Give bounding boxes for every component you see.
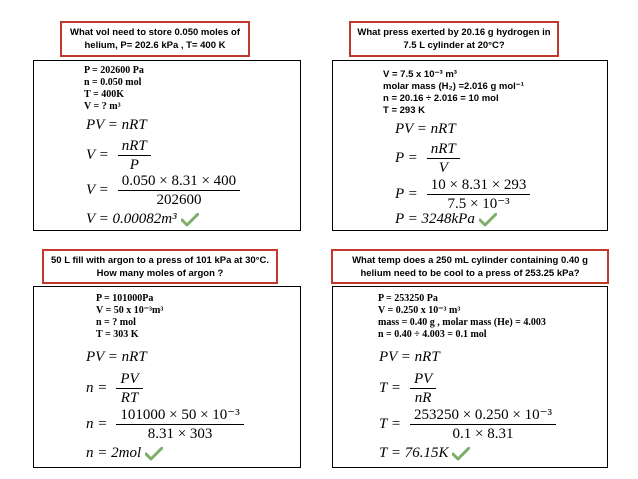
question-2-text: What press exerted by 20.16 g hydrogen in 7.5 L cylinder at 20°C? <box>357 27 551 51</box>
substituted-equation: P = $\frac{10 \times 8.31 \times 293}{\text{7.5 × 10⁻³}}$ <box>395 177 533 212</box>
given-item: P = 202600 Pa <box>84 65 144 76</box>
rearranged-equation: T = $\frac{PV}{nR}$ <box>379 371 439 406</box>
checkmark-icon <box>181 213 199 227</box>
substituted-equation: n = $\frac{\text{101000 × 50 × 10⁻³}}{8.31 \times 303}$ <box>86 407 247 442</box>
given-item: V = 50 x 10⁻³m³ <box>96 305 164 316</box>
checkmark-icon <box>452 447 470 461</box>
given-item: P = 101000Pa <box>96 293 154 304</box>
given-item: n = ? mol <box>96 317 136 328</box>
given-item: T = 293 K <box>383 105 425 116</box>
rearranged-equation: n = $\frac{PV}{RT}$ <box>86 371 146 406</box>
fraction: $\frac{PV}{nR}$ <box>410 371 436 406</box>
fraction: $\frac{0.050 \times 8.31 \times 400}{202600}$ <box>118 173 240 208</box>
solution-2-box <box>332 60 608 231</box>
solution-1-box <box>33 60 301 231</box>
given-item: V = 7.5 x 10⁻³ m³ <box>383 69 457 80</box>
given-list-3 <box>96 293 163 341</box>
question-2 <box>349 21 559 57</box>
given-list-2 <box>383 69 524 117</box>
answer: V = 0.00082m³ <box>86 211 199 228</box>
answer: P = 3248kPa <box>395 211 497 228</box>
solution-4-box <box>332 286 608 468</box>
answer: n = 2mol <box>86 445 163 462</box>
given-item: T = 303 K <box>96 329 139 340</box>
fraction: $\frac{\text{253250 × 0.250 × 10⁻³}}{0.1 \times 8.31}$ <box>410 407 556 442</box>
question-3-text: 50 L fill with argon to a press of 101 kPa at 30°C. How many moles of argon ? <box>51 255 269 279</box>
given-item: T = 400K <box>84 89 124 100</box>
ideal-gas-equation: PV = nRT <box>86 349 147 365</box>
fraction: $\frac{\text{101000 × 50 × 10⁻³}}{8.31 \times 303}$ <box>116 407 243 442</box>
given-item: n = 0.40 ÷ 4.003 = 0.1 mol <box>378 329 487 340</box>
given-item: n = 0.050 mol <box>84 77 142 88</box>
ideal-gas-equation: PV = nRT <box>86 117 147 133</box>
question-1 <box>60 21 250 57</box>
question-4 <box>331 249 609 284</box>
question-1-text: What vol need to store 0.050 moles of helium, P= 202.6 kPa , T= 400 K <box>70 27 240 51</box>
rearranged-equation: V = $\frac{\text{nRT}}{P}$ <box>86 138 154 173</box>
question-4-text: What temp does a 250 mL cylinder containing 0.40 g helium need to be cool to a press of 253.25 kPa? <box>352 255 588 279</box>
given-list-1 <box>84 65 144 113</box>
given-item: V = 0.250 x 10⁻³ m³ <box>378 305 461 316</box>
answer: T = 76.15K <box>379 445 470 462</box>
given-item: molar mass (H₂) =2.016 g mol⁻¹ <box>383 81 524 92</box>
fraction: $\frac{10 \times 8.31 \times 293}{\text{7.5 × 10⁻³}}$ <box>427 177 531 212</box>
solution-3-box <box>33 286 301 468</box>
substituted-equation: V = $\frac{0.050 \times 8.31 \times 400}{202600}$ <box>86 173 243 208</box>
fraction: $\frac{\text{nRT}}{V}$ <box>427 141 460 176</box>
fraction: $\frac{\text{nRT}}{P}$ <box>118 138 151 173</box>
given-item: P = 253250 Pa <box>378 293 438 304</box>
ideal-gas-equation: PV = nRT <box>379 349 440 365</box>
checkmark-icon <box>145 447 163 461</box>
checkmark-icon <box>479 213 497 227</box>
question-3 <box>42 249 278 284</box>
given-item: V = ? m³ <box>84 101 121 112</box>
rearranged-equation: P = $\frac{\text{nRT}}{V}$ <box>395 141 463 176</box>
substituted-equation: T = $\frac{\text{253250 × 0.250 × 10⁻³}}{0.1 \times 8.31}$ <box>379 407 559 442</box>
fraction: $\frac{PV}{RT}$ <box>116 371 142 406</box>
given-item: n = 20.16 ÷ 2.016 = 10 mol <box>383 93 499 104</box>
given-item: mass = 0.40 g , molar mass (He) = 4.003 <box>378 317 546 328</box>
given-list-4 <box>378 293 546 341</box>
ideal-gas-equation: PV = nRT <box>395 121 456 137</box>
